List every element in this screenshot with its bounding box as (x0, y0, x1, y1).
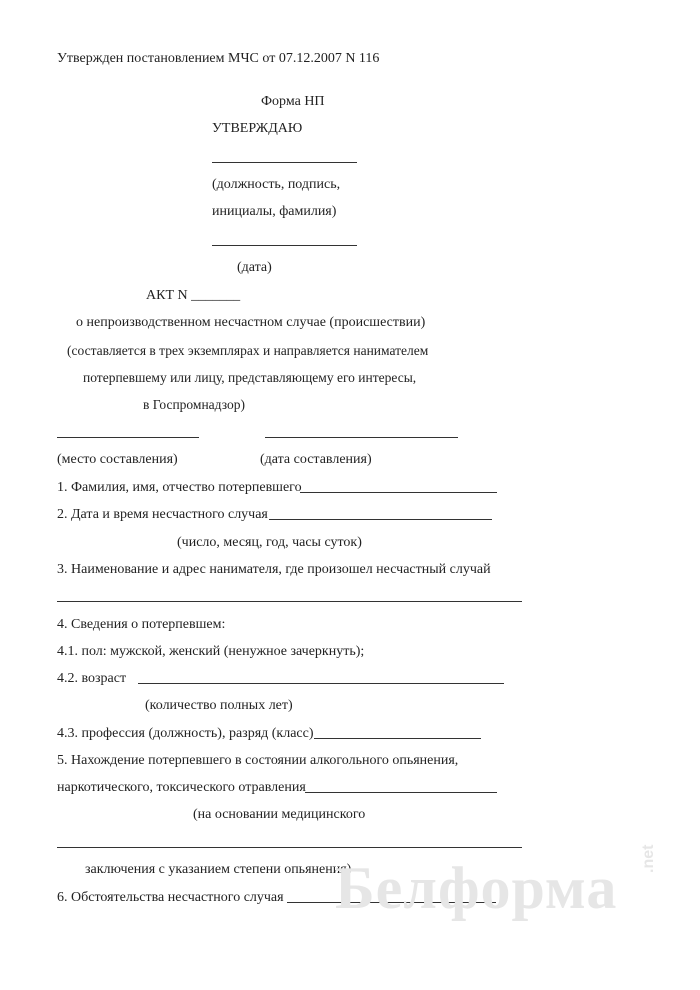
item-profession-label: 4.3. профессия (должность), разряд (класс) (57, 726, 314, 741)
item-circumstances-label: 6. Обстоятельства несчастного случая (57, 890, 284, 905)
place-caption: (место составления) (57, 452, 178, 467)
item-datetime-caption: (число, месяц, год, часы суток) (177, 535, 362, 550)
item-employer-label: 3. Наименование и адрес нанимателя, где произошел несчастный случай (57, 562, 491, 577)
watermark-suffix: .net (640, 844, 657, 873)
date-caption: (дата) (237, 260, 272, 275)
item-datetime-label: 2. Дата и время несчастного случая (57, 507, 268, 522)
item-medical-caption: (на основании медицинского (193, 807, 366, 822)
item-age-caption: (количество полных лет) (145, 698, 293, 713)
form-label: Форма НП (261, 94, 325, 109)
item-intoxication-line2: наркотического, токсического отравления (57, 780, 306, 795)
compile-date-line (265, 437, 458, 438)
approval-note: Утвержден постановлением МЧС от 07.12.2007 N 116 (57, 51, 380, 66)
act-subject: о непроизводственном несчастном случае (происшествии) (76, 315, 426, 330)
item-age-label: 4.2. возраст (57, 671, 127, 686)
approver-signature-line (212, 162, 357, 163)
item-intoxication-fill-line (305, 792, 497, 793)
item-fio-label: 1. Фамилия, имя, отчество потерпевшего (57, 480, 302, 495)
item-employer-line (57, 601, 522, 602)
item-sex-label: 4.1. пол: мужской, женский (ненужное зачеркнуть); (57, 644, 365, 659)
item-datetime-line (269, 519, 492, 520)
item-medical-line (57, 847, 522, 848)
act-note-line1: (составляется в трех экземплярах и направляется нанимателем (67, 343, 429, 358)
act-note-line2: потерпевшему или лицу, представляющему его интересы, (83, 370, 417, 385)
item-age-line (138, 683, 504, 684)
initials-caption: инициалы, фамилия) (212, 204, 337, 219)
approval-date-line (212, 245, 357, 246)
item-fio-line (300, 492, 497, 493)
act-number: АКТ N _______ (146, 288, 241, 303)
act-note-line3: в Госпромнадзор) (143, 397, 245, 412)
position-caption: (должность, подпись, (212, 177, 341, 192)
place-line (57, 437, 199, 438)
item-victim-info-label: 4. Сведения о потерпевшем: (57, 617, 226, 632)
item-intoxication-line1: 5. Нахождение потерпевшего в состоянии алкогольного опьянения, (57, 753, 459, 768)
item-conclusion-caption: заключения с указанием степени опьянения) (85, 862, 352, 877)
watermark-brand: Белформа (335, 855, 618, 921)
compile-date-caption: (дата составления) (260, 452, 372, 467)
item-profession-line (314, 738, 481, 739)
approve-title: УТВЕРЖДАЮ (212, 121, 303, 136)
